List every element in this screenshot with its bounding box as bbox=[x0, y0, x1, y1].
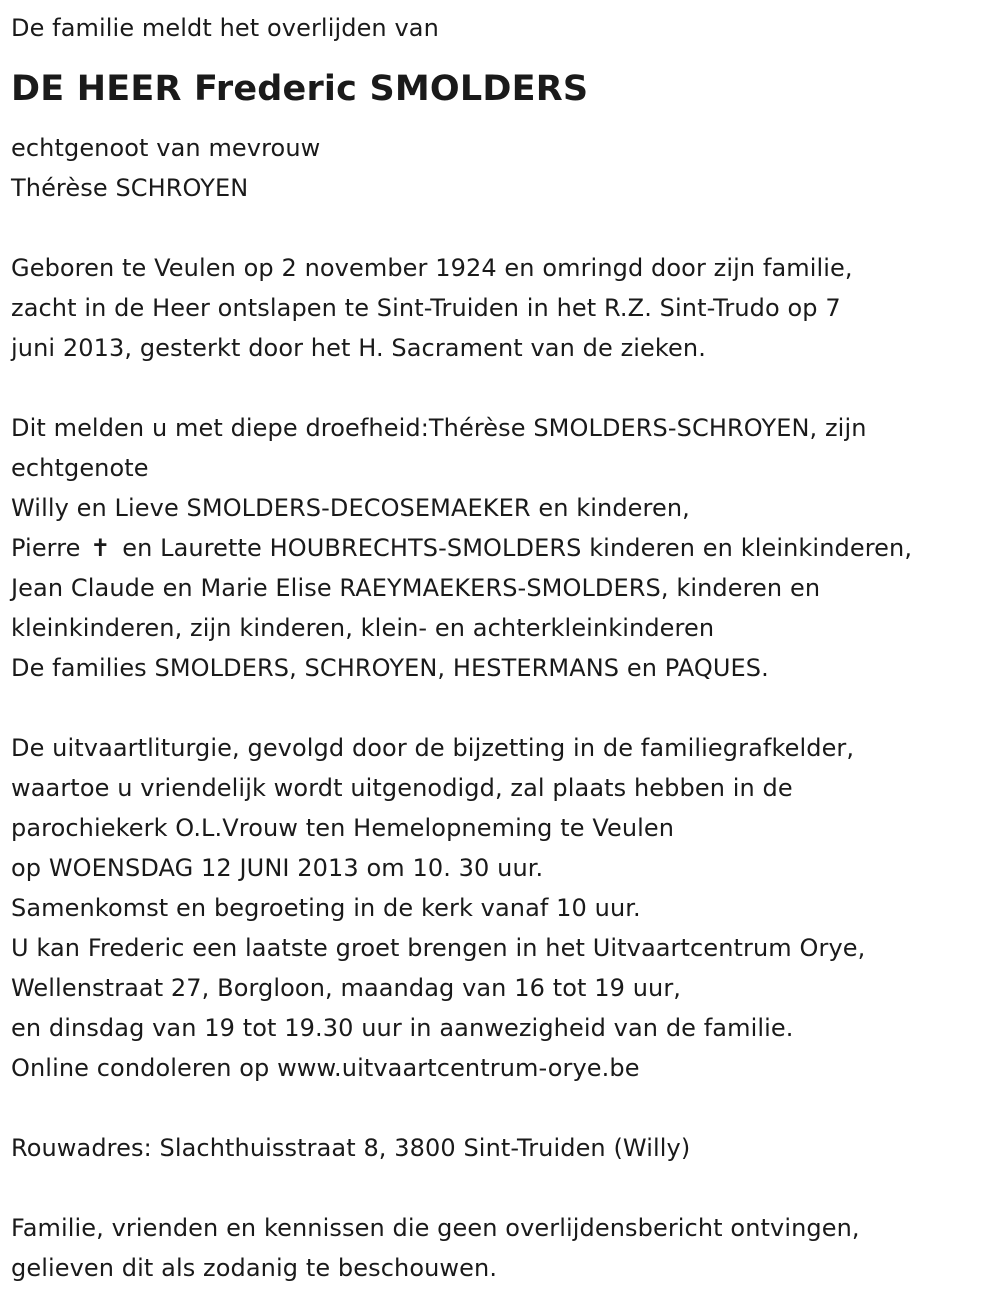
paragraph-line: juni 2013, gesterkt door het H. Sacrament van de zieken. bbox=[11, 334, 706, 362]
spacer bbox=[11, 368, 1000, 408]
spacer bbox=[11, 208, 1000, 248]
paragraph-line: Dit melden u met diepe droefheid:Thérèse SMOLDERS-SCHROYEN, zijn bbox=[11, 414, 867, 442]
spacer bbox=[11, 1088, 1000, 1128]
spacer bbox=[11, 688, 1000, 728]
family-paragraph bbox=[11, 408, 1000, 688]
deceased-name: DE HEER Frederic SMOLDERS bbox=[11, 69, 589, 109]
mourning-address: Rouwadres: Slachthuisstraat 8, 3800 Sint-Truiden (Willy) bbox=[11, 1134, 691, 1162]
closing-paragraph bbox=[11, 1208, 1000, 1288]
paragraph-line: zacht in de Heer ontslapen te Sint-Truiden in het R.Z. Sint-Trudo op 7 bbox=[11, 294, 841, 322]
funeral-paragraph bbox=[11, 728, 1000, 1088]
family-member-name: Pierre bbox=[11, 534, 81, 562]
paragraph-line: echtgenote bbox=[11, 454, 149, 482]
spacer bbox=[11, 1168, 1000, 1208]
paragraph-line: U kan Frederic een laatste groet brengen in het Uitvaartcentrum Orye, bbox=[11, 934, 866, 962]
paragraph-line: De families SMOLDERS, SCHROYEN, HESTERMANS en PAQUES. bbox=[11, 654, 769, 682]
cross-icon: ✝ bbox=[90, 534, 111, 562]
paragraph-line: parochiekerk O.L.Vrouw ten Hemelopneming te Veulen bbox=[11, 814, 675, 842]
paragraph-line: Online condoleren op www.uitvaartcentrum-orye.be bbox=[11, 1054, 640, 1082]
paragraph-line: Geboren te Veulen op 2 november 1924 en omringd door zijn familie, bbox=[11, 254, 853, 282]
paragraph-line: waartoe u vriendelijk wordt uitgenodigd, zal plaats hebben in de bbox=[11, 774, 793, 802]
family-member-rest: en Laurette HOUBRECHTS-SMOLDERS kinderen en kleinkinderen, bbox=[122, 534, 913, 562]
paragraph-line: kleinkinderen, zijn kinderen, klein- en achterkleinkinderen bbox=[11, 614, 715, 642]
paragraph-line: De uitvaartliturgie, gevolgd door de bijzetting in de familiegrafkelder, bbox=[11, 734, 855, 762]
paragraph-line: Willy en Lieve SMOLDERS-DECOSEMAEKER en kinderen, bbox=[11, 494, 690, 522]
paragraph-line: gelieven dit als zodanig te beschouwen. bbox=[11, 1254, 498, 1282]
paragraph-line: Samenkomst en begroeting in de kerk vanaf 10 uur. bbox=[11, 894, 641, 922]
paragraph-line: op WOENSDAG 12 JUNI 2013 om 10. 30 uur. bbox=[11, 854, 544, 882]
paragraph-line: Wellenstraat 27, Borgloon, maandag van 16 tot 19 uur, bbox=[11, 974, 682, 1002]
spouse-line: echtgenoot van mevrouw bbox=[11, 134, 321, 162]
birth-death-paragraph bbox=[11, 248, 1000, 368]
paragraph-line: Jean Claude en Marie Elise RAEYMAEKERS-SMOLDERS, kinderen en bbox=[11, 574, 821, 602]
paragraph-line: en dinsdag van 19 tot 19.30 uur in aanwezigheid van de familie. bbox=[11, 1014, 794, 1042]
paragraph-line: Familie, vrienden en kennissen die geen overlijdensbericht ontvingen, bbox=[11, 1214, 860, 1242]
intro-text: De familie meldt het overlijden van bbox=[11, 14, 439, 42]
paragraph-line bbox=[11, 528, 1000, 568]
spouse-name: Thérèse SCHROYEN bbox=[11, 174, 249, 202]
